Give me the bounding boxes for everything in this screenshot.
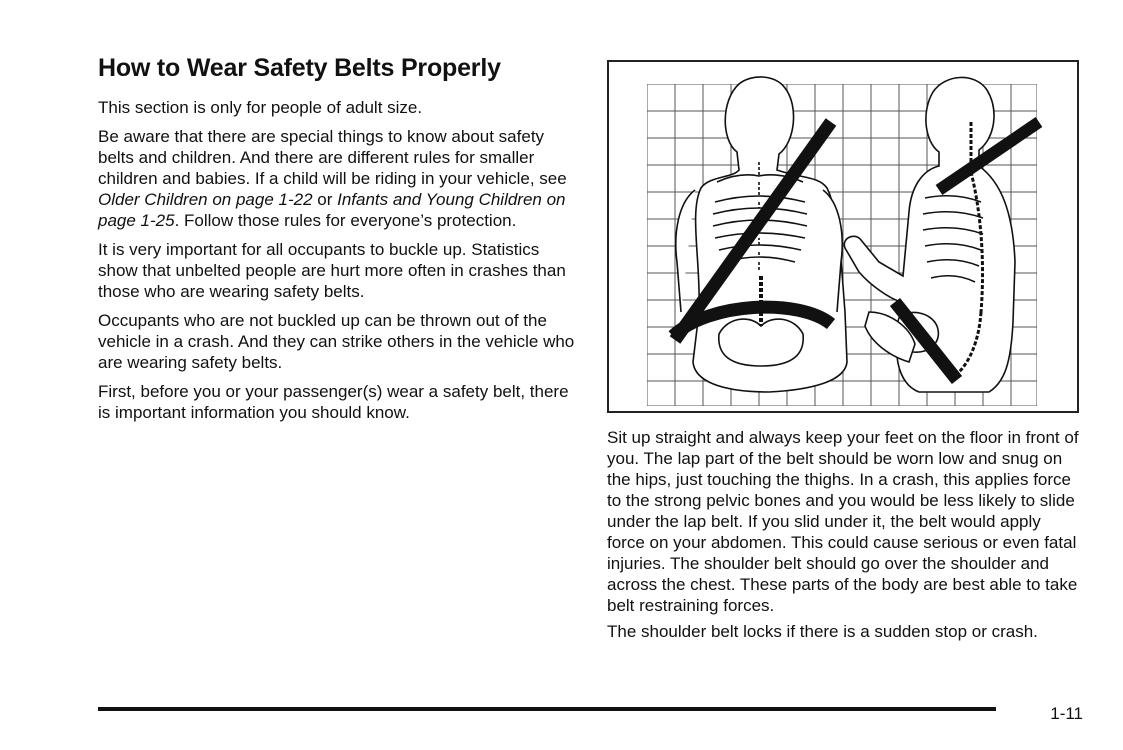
unbuckled-paragraph: Occupants who are not buckled up can be thrown out of the vehicle in a crash. And they can strike others in the vehicle who are wearing safety belts.: [98, 311, 575, 372]
safety-belt-illustration: [607, 60, 1079, 413]
page-number: 1-11: [1050, 704, 1083, 723]
children-paragraph: [98, 126, 578, 231]
older-children-link[interactable]: Older Children on page 1-22: [98, 190, 313, 209]
skeleton-belt-drawing: [609, 62, 1077, 411]
footer-rule: [98, 707, 996, 711]
important-info-paragraph: First, before you or your passenger(s) wear a safety belt, there is important information you should know.: [98, 382, 569, 422]
buckle-up-paragraph: It is very important for all occupants to buckle up. Statistics show that unbelted people are hurt more often in crashes than those who are wearing safety belts.: [98, 240, 566, 301]
left-column: [98, 97, 578, 431]
front-skeleton: [676, 77, 847, 392]
children-text-a: Be aware that there are special things to know about safety belts and children. And there are different rules for smaller children and babies. If a child will be riding in your vehicle, see: [98, 127, 567, 188]
children-text-c: . Follow those rules for everyone’s protection.: [174, 211, 517, 230]
intro-paragraph: This section is only for people of adult size.: [98, 98, 423, 117]
right-column: [607, 427, 1083, 647]
page-title: How to Wear Safety Belts Properly: [98, 54, 501, 82]
infants-children-link[interactable]: Infants and Young Children on page 1-25: [98, 190, 566, 230]
belt-lock-paragraph: The shoulder belt locks if there is a sudden stop or crash.: [607, 622, 1038, 641]
children-text-b: or: [312, 190, 338, 209]
posture-paragraph: Sit up straight and always keep your feet on the floor in front of you. The lap part of the belt should be worn low and snug on the hips, just touching the thighs. In a crash, this applies force to the strong pelvic bones and you would be less likely to slide under the lap belt. If you slid under it, the belt would apply force on your abdomen. This could cause serious or even fatal injuries. The shoulder belt should go over the shoulder and across the chest. These parts of the body are best able to take belt restraining forces.: [607, 428, 1079, 615]
